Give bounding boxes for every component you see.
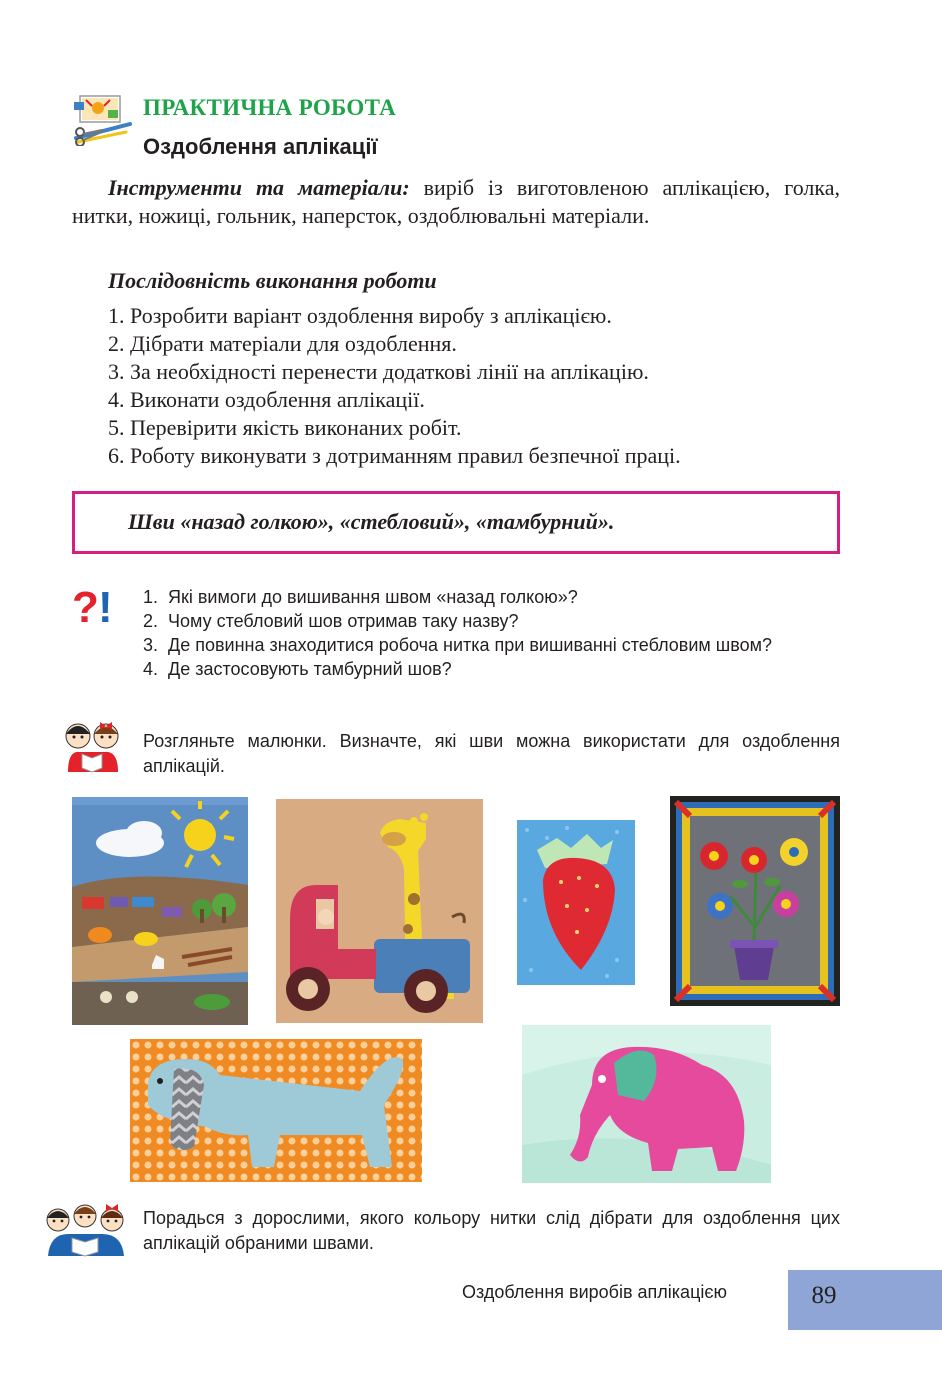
- question-number: 3.: [143, 635, 159, 655]
- materials-label: Інструменти та матеріали:: [108, 175, 410, 200]
- question-number: 2.: [143, 611, 159, 631]
- two-kids-reading-icon: [60, 716, 126, 774]
- section-label: ПРАКТИЧНА РОБОТА: [143, 95, 396, 120]
- step-item: 4. Виконати оздоблення аплікації.: [108, 387, 425, 412]
- svg-text:!: !: [98, 584, 113, 626]
- question-number: 1.: [143, 587, 159, 607]
- truck-giraffe-applique-photo: [276, 799, 483, 1023]
- task-pictures-text: Розгляньте малюнки. Визначте, які шви можна використати для оздоблення аплікацій.: [143, 731, 840, 776]
- task-adults-text: Порадься з дорослими, якого кольору нитки слід дібрати для оздоблення цих аплікацій обраними швами.: [143, 1208, 840, 1253]
- stitches-box: [72, 491, 840, 554]
- dog-applique-photo: [130, 1039, 422, 1182]
- steps-list: [108, 302, 681, 470]
- strawberry-applique-photo: [517, 820, 635, 985]
- question-item: [143, 633, 840, 657]
- landscape-applique-photo: [72, 797, 248, 1025]
- question-exclamation-icon: [72, 584, 124, 626]
- step-item: 1. Розробити варіант оздоблення виробу з аплікацією.: [108, 303, 612, 328]
- svg-text:?: ?: [72, 584, 99, 626]
- question-text: Чому стебловий шов отримав таку назву?: [168, 611, 519, 631]
- questions-list: [143, 585, 840, 681]
- step-item: 5. Перевірити якість виконаних робіт.: [108, 415, 462, 440]
- three-kids-icon: [44, 1200, 126, 1258]
- materials-paragraph: [72, 174, 840, 230]
- flower-quilt-photo: [670, 796, 840, 1006]
- question-text: Які вимоги до вишивання швом «назад голкою»?: [168, 587, 578, 607]
- materials-text: виріб із виготовленою аплікацією, голка, нитки, ножиці, гольник, наперсток, оздоблювальні матеріали.: [72, 175, 840, 228]
- step-item: 3. За необхідності перенести додаткові лінії на аплікацію.: [108, 359, 649, 384]
- page-number-tab: [788, 1270, 942, 1330]
- chapter-footer: Оздоблення виробів аплікацією: [462, 1282, 728, 1302]
- page-number: 89: [811, 1282, 837, 1309]
- question-number: 4.: [143, 659, 159, 679]
- question-item: [143, 609, 840, 633]
- question-item: [143, 585, 840, 609]
- question-item: [143, 657, 840, 681]
- step-item: 6. Роботу виконувати з дотриманням правил безпечної праці.: [108, 443, 681, 468]
- question-text: Де повинна знаходитися робоча нитка при вишиванні стебловим швом?: [168, 635, 772, 655]
- stitches-text: Шви «назад голкою», «стебловий», «тамбурний».: [128, 509, 615, 534]
- sequence-heading: Послідовність виконання роботи: [108, 268, 437, 293]
- step-item: 2. Дібрати матеріали для оздоблення.: [108, 331, 457, 356]
- work-title: Оздоблення аплікації: [143, 134, 378, 159]
- question-text: Де застосовують тамбурний шов?: [168, 659, 452, 679]
- practical-work-icon: [72, 94, 134, 146]
- elephant-applique-photo: [522, 1025, 771, 1183]
